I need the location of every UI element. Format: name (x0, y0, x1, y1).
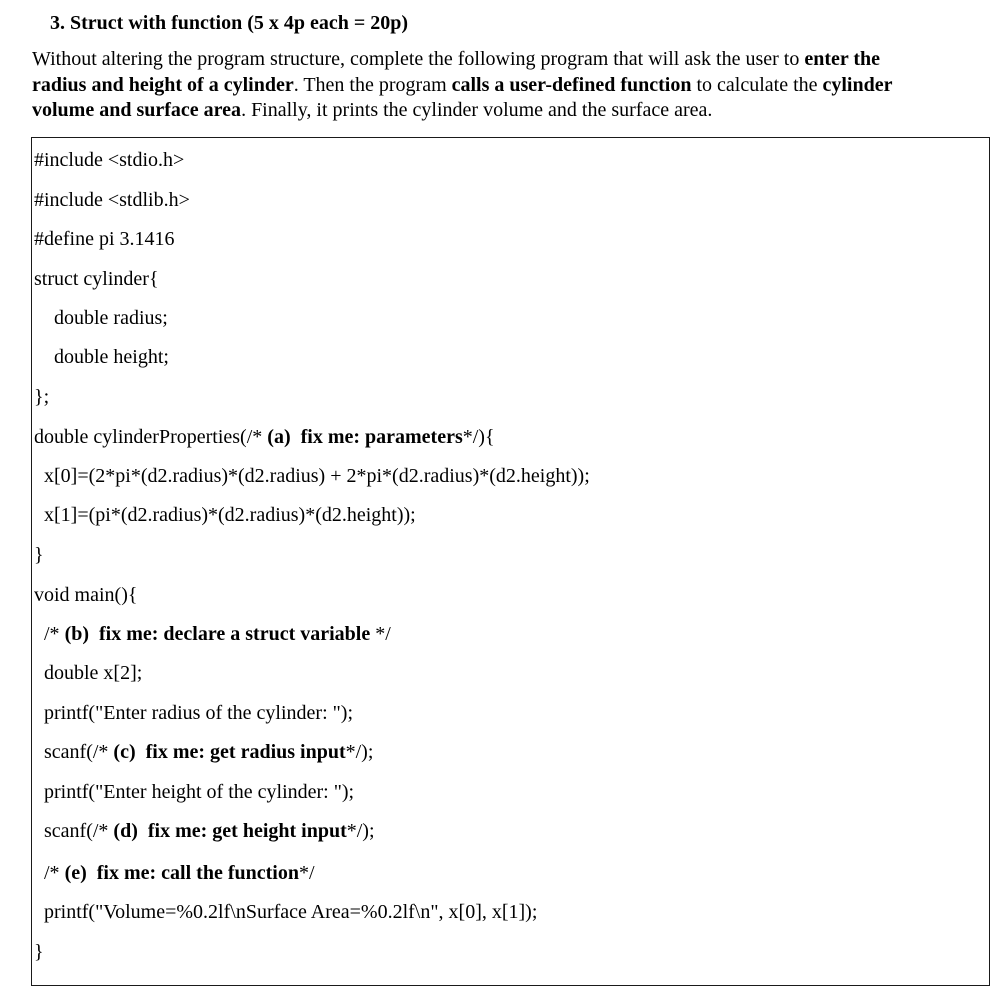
code-line-20 (34, 898, 537, 926)
code-text: */ (298, 862, 315, 884)
code-line-2 (34, 186, 190, 214)
code-line-8 (34, 423, 495, 451)
code-line-7 (34, 383, 49, 411)
instructions-line-3 (32, 98, 994, 124)
code-text: /* (44, 623, 65, 645)
code-text: double radius; (54, 307, 168, 329)
code-text: #define pi 3.1416 (34, 228, 175, 250)
code-text: */ (375, 623, 391, 645)
code-text: printf("Enter height of the cylinder: "); (44, 781, 355, 803)
code-indent (34, 346, 54, 368)
instructions-segment-bold-2: calls a user-defined function (451, 73, 692, 96)
code-text: */){ (462, 426, 495, 448)
code-line-10 (34, 501, 416, 529)
code-line-16 (34, 738, 373, 766)
code-text: struct cylinder{ (34, 268, 159, 290)
code-indent (34, 781, 44, 803)
instructions-segment-bold-0: volume and surface area (32, 99, 242, 121)
instructions-segment-bold-4: cylinder (822, 73, 893, 96)
instructions-segment-text-3: to calculate the (691, 73, 823, 96)
code-indent (34, 662, 44, 684)
instructions-line-2 (32, 73, 994, 99)
code-indent (34, 862, 44, 884)
code-text: double cylinderProperties(/* (34, 426, 268, 448)
code-listing (31, 137, 990, 986)
code-text: x[0]=(2*pi*(d2.radius)*(d2.radius) + 2*pi*(d2.radius)*(d2.height)); (44, 465, 590, 487)
instructions-segment-text-1: . Then the program (293, 73, 452, 96)
code-line-15 (34, 699, 353, 727)
instructions-line-1 (32, 47, 994, 73)
code-line-11 (34, 541, 44, 569)
code-text: double x[2]; (44, 662, 143, 684)
code-line-19 (34, 859, 315, 887)
code-indent (34, 465, 44, 487)
code-text: x[1]=(pi*(d2.radius)*(d2.radius)*(d2.height)); (44, 504, 416, 526)
code-line-14 (34, 659, 142, 687)
question-heading: 3. Struct with function (5 x 4p each = 20p) (50, 12, 409, 34)
question-instructions (32, 47, 994, 124)
instructions-segment-bold-0: radius and height of a cylinder (32, 73, 294, 96)
code-line-9 (34, 462, 590, 490)
code-text: printf("Volume=%0.2lf\nSurface Area=%0.2lf\n", x[0], x[1]); (44, 901, 538, 923)
code-indent (34, 702, 44, 724)
code-line-3 (34, 225, 175, 253)
code-line-1 (34, 146, 184, 174)
code-text: double height; (54, 346, 169, 368)
fix-me-placeholder: (c) fix me: get radius input (113, 741, 346, 763)
instructions-segment-text-1: . Finally, it prints the cylinder volume and the surface area. (241, 99, 713, 121)
code-indent (34, 741, 44, 763)
code-line-12 (34, 581, 137, 609)
code-text: */); (346, 820, 375, 842)
code-text: #include <stdio.h> (34, 149, 185, 171)
code-text: /* (44, 862, 65, 884)
code-text: } (34, 941, 44, 963)
code-line-5 (34, 304, 168, 332)
fix-me-placeholder: (b) fix me: declare a struct variable (64, 623, 376, 645)
code-indent (34, 820, 44, 842)
code-text: printf("Enter radius of the cylinder: "); (44, 702, 354, 724)
code-line-13 (34, 620, 391, 648)
code-text: void main(){ (34, 584, 138, 606)
code-line-21 (34, 938, 44, 966)
code-indent (34, 504, 44, 526)
code-text: } (34, 544, 44, 566)
code-indent (34, 307, 54, 329)
code-text: scanf(/* (44, 820, 114, 842)
fix-me-placeholder: (e) fix me: call the function (64, 862, 299, 884)
code-line-17 (34, 778, 354, 806)
code-indent (34, 901, 44, 923)
fix-me-placeholder: (d) fix me: get height input (113, 820, 347, 842)
code-text: }; (34, 386, 50, 408)
code-line-18 (34, 817, 375, 845)
code-text: scanf(/* (44, 741, 114, 763)
fix-me-placeholder: (a) fix me: parameters (267, 426, 463, 448)
code-indent (34, 623, 44, 645)
code-line-6 (34, 343, 169, 371)
code-line-4 (34, 265, 159, 293)
code-text: */); (345, 741, 374, 763)
instructions-segment-text-0: Without altering the program structure, complete the following program that will ask the user to (32, 48, 805, 70)
code-text: #include <stdlib.h> (34, 189, 190, 211)
instructions-segment-bold-1: enter the (804, 48, 881, 70)
